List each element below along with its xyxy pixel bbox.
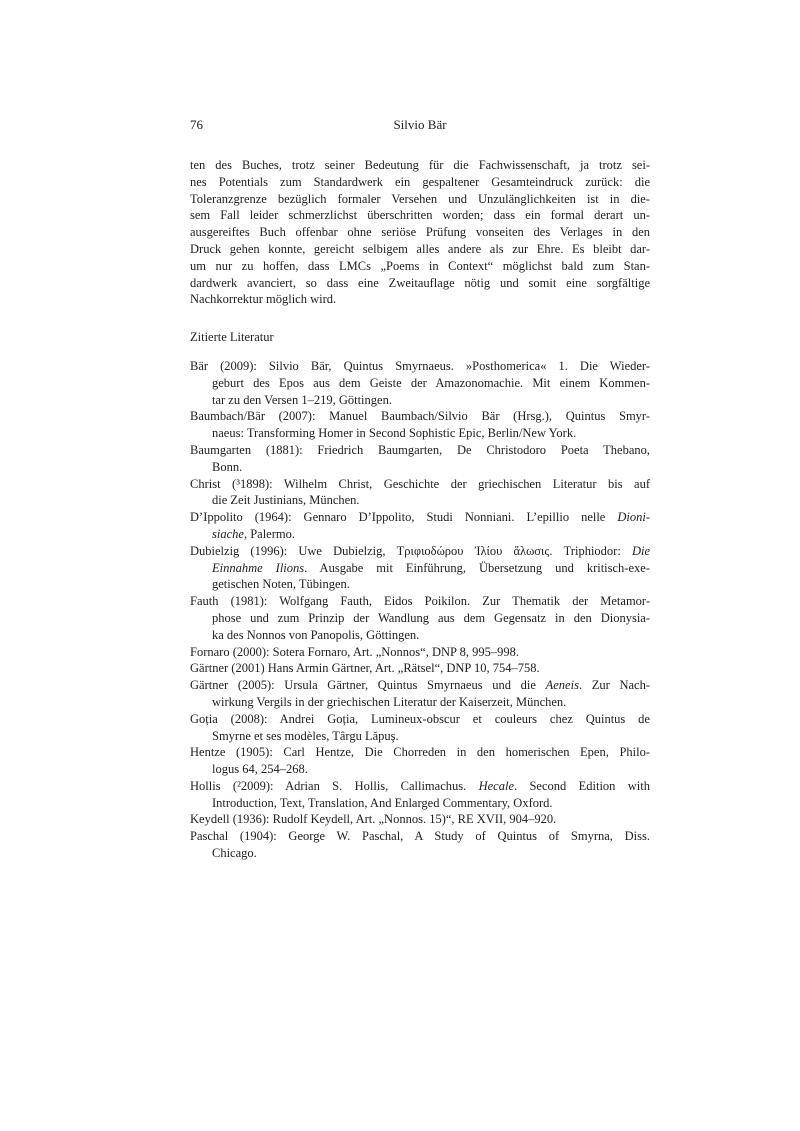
bib-entry: Baumbach/Bär (2007): Manuel Baumbach/Silvio Bär (Hrsg.), Quintus Smyr- naeus: Transforming Homer in Second Sophistic Epic, Berlin/New York. xyxy=(190,409,650,441)
bib-entry: Bär (2009): Silvio Bär, Quintus Smyrnaeus. »Posthomerica« 1. Die Wieder- geburt des Epos aus dem Geiste der Amazonomachie. Mit einem Kommen- tar zu den Versen 1–219, Göttingen. xyxy=(190,358,650,407)
bib-entry: Baumgarten (1881): Friedrich Baumgarten, De Christodoro Poeta Thebano, Bonn. xyxy=(190,442,650,474)
bib-entry: Goția (2008): Andrei Goția, Lumineux-obscur et couleurs chez Quintus de Smyrne et ses modèles, Târgu Lăpuş. xyxy=(190,711,650,743)
bib-entry: Dubielzig (1996): Uwe Dubielzig, Τριφιοδώρου Ἰλίου ἅλωσις. Triphiodor: Die Einnahme Ilions. Ausgabe mit Einführung, Übersetzung und kritisch-exe- getischen Noten, Tübingen. xyxy=(190,543,650,592)
bib-entry: Gärtner (2001) Hans Armin Gärtner, Art. „Rätsel“, DNP 10, 754–758. xyxy=(190,661,540,676)
bib-entry: Hollis (²2009): Adrian S. Hollis, Callimachus. Hecale. Second Edition with Introduction, Text, Translation, And Enlarged Commentary, Oxford. xyxy=(190,778,650,810)
section-heading: Zitierte Literatur xyxy=(190,330,274,345)
bib-entry: Gärtner (2005): Ursula Gärtner, Quintus Smyrnaeus und die Aeneis. Zur Nach- wirkung Vergils in der griechischen Literatur der Kaiserzeit, München. xyxy=(190,678,651,709)
bib-entry: Christ (³1898): Wilhelm Christ, Geschichte der griechischen Literatur bis auf die Zeit Justinians, München. xyxy=(190,476,650,508)
running-head: Silvio Bär xyxy=(393,117,447,132)
page-header xyxy=(190,117,650,134)
bibliography-list xyxy=(190,358,650,862)
bib-entry: Fauth (1981): Wolfgang Fauth, Eidos Poikilon. Zur Thematik der Metamor- phose und zum Prinzip der Wandlung aus dem Gegensatz in den Dionysia- ka des Nonnos von Panopolis, Göttingen. xyxy=(190,594,650,642)
bib-entry: Paschal (1904): George W. Paschal, A Study of Quintus of Smyrna, Diss. Chicago. xyxy=(190,829,650,861)
bib-entry: D’Ippolito (1964): Gennaro D’Ippolito, Studi Nonniani. L’epillio nelle Dioni- siache, Palermo. xyxy=(190,510,650,541)
page-number: 76 xyxy=(190,117,203,132)
body-paragraph: ten des Buches, trotz seiner Bedeutung für die Fachwissenschaft, ja trotz sei- nes Potentials zum Standardwerk ein gespaltener Gesamteindruck zurück: die Toleranzgrenze bezüglich formaler Versehen und Unzulänglichkeiten ist in die- sem Fall leider schmerzlichst überschritten worden; dass ein formal derart un- ausgereiftes Buch offenbar ohne seriöse Prüfung vonseiten des Verlages in den Druck gehen konnte, gereicht selbigem alles andere als zur Ehre. Es bleibt dar- um nur zu hoffen, dass LMCs „Poems in Context“ möglichst bald zum Stan- dardwerk avanciert, so dass eine Zweitauflage nötig und somit eine sorgfältige Nachkorrektur möglich wird. xyxy=(190,158,650,307)
text-column xyxy=(190,117,650,862)
bib-entry: Hentze (1905): Carl Hentze, Die Chorreden in den homerischen Epen, Philo- logus 64, 254–268. xyxy=(190,745,650,777)
bib-entry: Keydell (1936): Rudolf Keydell, Art. „Nonnos. 15)“, RE XVII, 904–920. xyxy=(190,812,557,827)
bib-entry: Fornaro (2000): Sotera Fornaro, Art. „Nonnos“, DNP 8, 995–998. xyxy=(190,644,520,659)
